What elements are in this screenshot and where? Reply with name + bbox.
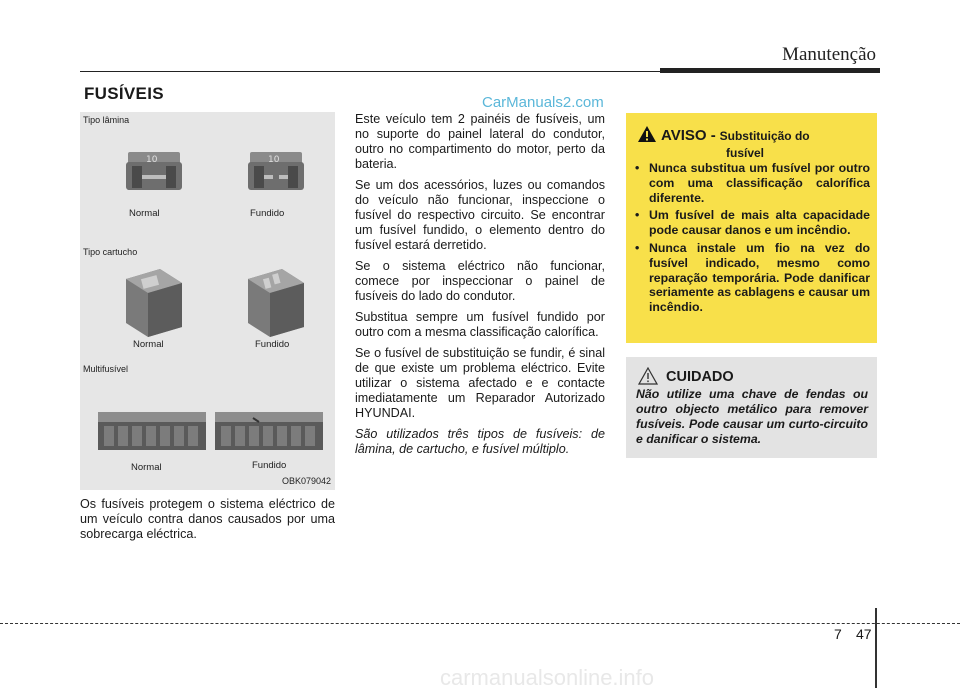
label-blade-type: Tipo lâmina	[83, 115, 130, 125]
caution-text: Não utilize uma chave de fendas ou outro objecto metálico para remover fusíveis. Pode causar um curto-circuito e danificar o sistema.	[636, 387, 868, 446]
paragraph-3: Se o sistema eléctrico não funcionar, comece por inspeccionar o painel de fusíveis do lado do condutor.	[355, 259, 605, 303]
warning-title	[661, 127, 810, 144]
paragraph-4: Substitua sempre um fusível fundido por outro com a mesma classificação calorífica.	[355, 310, 605, 339]
warning-subtitle-2: fusível	[726, 146, 765, 160]
caption-cartridge-blown: Fundido	[255, 339, 290, 350]
header-rule	[80, 71, 660, 72]
caption-multi-normal: Normal	[131, 462, 162, 473]
caption-blade-normal: Normal	[129, 208, 160, 219]
cartridge-fuse-blown-image	[242, 265, 308, 339]
intro-paragraph	[80, 497, 335, 548]
paragraph-1: Este veículo tem 2 painéis de fusíveis, um no suporte do painel lateral do condutor, outro no compartimento do motor, perto da bateria.	[355, 112, 605, 171]
main-text-column	[355, 112, 605, 463]
caption-cartridge-normal: Normal	[133, 339, 164, 350]
caution-icon	[638, 367, 658, 385]
caution-title: CUIDADO	[666, 369, 734, 385]
svg-text:10: 10	[268, 155, 280, 165]
warning-title-text: AVISO -	[661, 127, 716, 144]
paragraph-2: Se um dos acessórios, luzes ou comandos do veículo não funcionar, inspeccione o fusível do respectivo circuito. Se encontrar um fusível fundido, o elemento dentro do fusível estará derretido.	[355, 178, 605, 252]
running-header: Manutenção	[782, 44, 876, 65]
blade-fuse-blown-image	[246, 150, 306, 194]
figure-code: OBK079042	[281, 476, 331, 486]
caption-blade-blown: Fundido	[250, 208, 285, 219]
warning-item: • Um fusível de mais alta capacidade pode causar danos e um incêndio.	[634, 208, 870, 238]
page-number-divider	[875, 608, 877, 688]
blade-rating-text: 10	[146, 155, 158, 165]
caption-multi-blown: Fundido	[252, 460, 287, 471]
section-title: FUSÍVEIS	[84, 84, 164, 103]
footer-rule	[0, 623, 960, 624]
warning-box	[626, 113, 877, 343]
label-multi-fuse: Multifusível	[83, 364, 129, 374]
warning-item: • Nunca substitua um fusível por outro com uma classificação calorífica diferente.	[634, 161, 870, 205]
header-rule-bold	[660, 68, 880, 73]
watermark-bottom: carmanualsonline.info	[440, 665, 655, 690]
fuse-types-figure	[80, 112, 335, 490]
caution-box	[626, 357, 877, 458]
label-cartridge-type: Tipo cartucho	[83, 247, 138, 257]
blade-fuse-normal-image	[124, 150, 184, 194]
watermark-top: CarManuals2.com	[482, 94, 604, 111]
warning-item: • Nunca instale um fio na vez do fusível indicado, mesmo como reparação temporária. Pode danificar seriamente as cablagens e causar um incêndio.	[634, 241, 870, 315]
paragraph-6: São utilizados três tipos de fusíveis: de lâmina, de cartucho, e fusível múltiplo.	[355, 427, 605, 456]
warning-icon	[637, 125, 657, 143]
page-number: 47	[856, 626, 872, 642]
intro-text: Os fusíveis protegem o sistema eléctrico de um veículo contra danos causados por uma sobrecarga eléctrica.	[80, 497, 335, 541]
chapter-number: 7	[834, 626, 842, 642]
multi-fuse-normal-image	[96, 408, 208, 454]
multi-fuse-blown-image	[213, 408, 325, 454]
cartridge-fuse-normal-image	[120, 265, 186, 339]
warning-subtitle-1: Substituição do	[719, 129, 810, 143]
paragraph-5: Se o fusível de substituição se fundir, é sinal de que existe um problema eléctrico. Evite utilizar o sistema afectado e e contacte imediatamente um Reparador Autorizado HYUNDAI.	[355, 346, 605, 420]
warning-list	[634, 161, 870, 318]
